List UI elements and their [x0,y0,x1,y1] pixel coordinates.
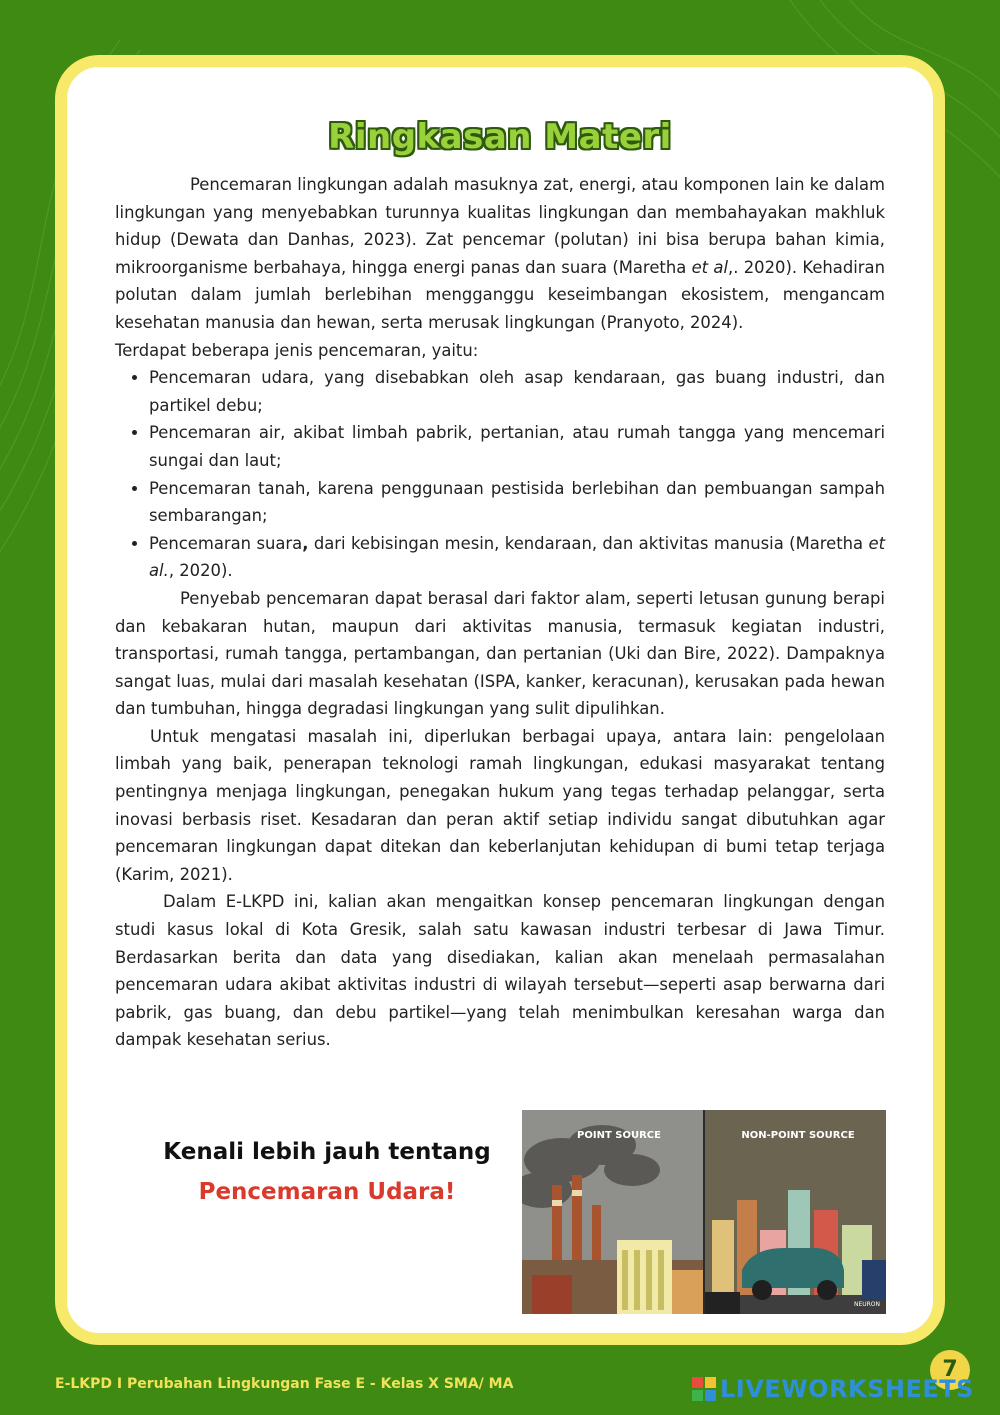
callout [137,1132,517,1212]
paragraph-case-study: Dalam E-LKPD ini, kalian akan mengaitkan konsep pencemaran lingkungan dengan studi kasus lokal di Kota Gresik, salah satu kawasan industri terbesar di Jawa Timur. Berdasarkan berita dan data yang disediakan, kalian akan menelaah permasalahan pencemaran udara akibat aktivitas industri di wilayah tersebut—seperti asap berwarna dari pabrik, gas buang, dan debu partikel—yang telah menimbulkan keresahan warga dan dampak kesehatan serius. [115,892,885,1050]
noise-pollution-label: Pencemaran suara [149,533,303,553]
list-item-soil-pollution: • Pencemaran tanah, karena penggunaan pestisida berlebihan dan pembuangan sampah sembarangan; [149,475,885,530]
paragraph-definition-text: Pencemaran lingkungan adalah masuknya zat, energi, atau komponen lain ke dalam lingkungan yang menyebabkan turunnya kualitas lingkungan dan membahayakan makhluk hidup (Dewata dan Danhas, 2023). Zat pencemar (polutan) ini bisa berupa bahan kimia, mikroorganisme berbahaya, hingga energi panas dan suara (Maretha [115,175,885,277]
paragraph-definition [115,171,885,337]
citation-et-al: et al [691,257,729,277]
page-number: 7 [930,1350,970,1390]
pollution-illustration [522,1110,886,1314]
noise-pollution-text: dari kebisingan mesin, kendaraan, dan aktivitas manusia (Maretha [308,533,869,553]
list-item-water-pollution: • Pencemaran air, akibat limbah pabrik, pertanian, atau rumah tangga yang mencemari sungai dan laut; [149,419,885,474]
noise-pollution-year: , 2020). [168,561,233,581]
brand-name[interactable]: LIVEWORKSHEETS [720,1375,974,1403]
summary-card [55,55,945,1345]
illustration-credit: NEURON [853,1301,881,1308]
liveworksheets-logo-icon [692,1377,716,1401]
callout-line-2: Pencemaran Udara! [198,1179,456,1205]
paragraph-causes: Penyebab pencemaran dapat berasal dari faktor alam, seperti letusan gunung berapi dan kebakaran hutan, maupun dari aktivitas manusia, termasuk kegiatan industri, transportasi, rumah tangga, pertambangan, dan pertanian (Uki dan Bire, 2022). Dampaknya sangat luas, mulai dari masalah kesehatan (ISPA, kanker, keracunan), kerusakan pada hewan dan tumbuhan, hingga degradasi lingkungan yang sulit dipulihkan. [115,588,885,719]
noise-pollution-comma: , [302,533,309,553]
list-item-air-pollution: • Pencemaran udara, yang disebabkan oleh asap kendaraan, gas buang industri, dan partikel debu; [149,364,885,419]
footer-text: E-LKPD I Perubahan Lingkungan Fase E - Kelas X SMA/ MA [55,1376,514,1392]
summary-body [115,171,885,1054]
citation-et-al-2: et al. [149,533,885,581]
brand [692,1374,974,1404]
paragraph-solutions: Untuk mengatasi masalah ini, diperlukan berbagai upaya, antara lain: pengelolaan limbah yang baik, penerapan teknologi ramah lingkungan, edukasi masyarakat tentang pentingnya menjaga lingkungan, penegakan hukum yang tegas terhadap pelanggar, serta inovasi berbasis riset. Kesadaran dan peran aktif setiap individu sangat dibutuhkan agar pencemaran lingkungan dapat ditekan dan keberlanjutan kehidupan di bumi tetap terjaga (Karim, 2021). [115,726,885,884]
list-item-noise-pollution [149,530,885,585]
callout-line-1: Kenali lebih jauh tentang [163,1139,491,1165]
illustration-left-label: POINT SOURCE [577,1130,661,1141]
page-title: Ringkasan Materi [328,117,672,157]
illustration-right-label: NON-POINT SOURCE [741,1130,855,1141]
list-intro: Terdapat beberapa jenis pencemaran, yaitu: [115,340,479,360]
paragraph-definition-text-end: ,. 2020). Kehadiran polutan dalam jumlah berlebihan mengganggu keseimbangan ekosistem, mengancam kesehatan manusia dan hewan, serta merusak lingkungan (Pranyoto, 2024). [115,257,885,332]
pollution-types-list [115,364,885,585]
